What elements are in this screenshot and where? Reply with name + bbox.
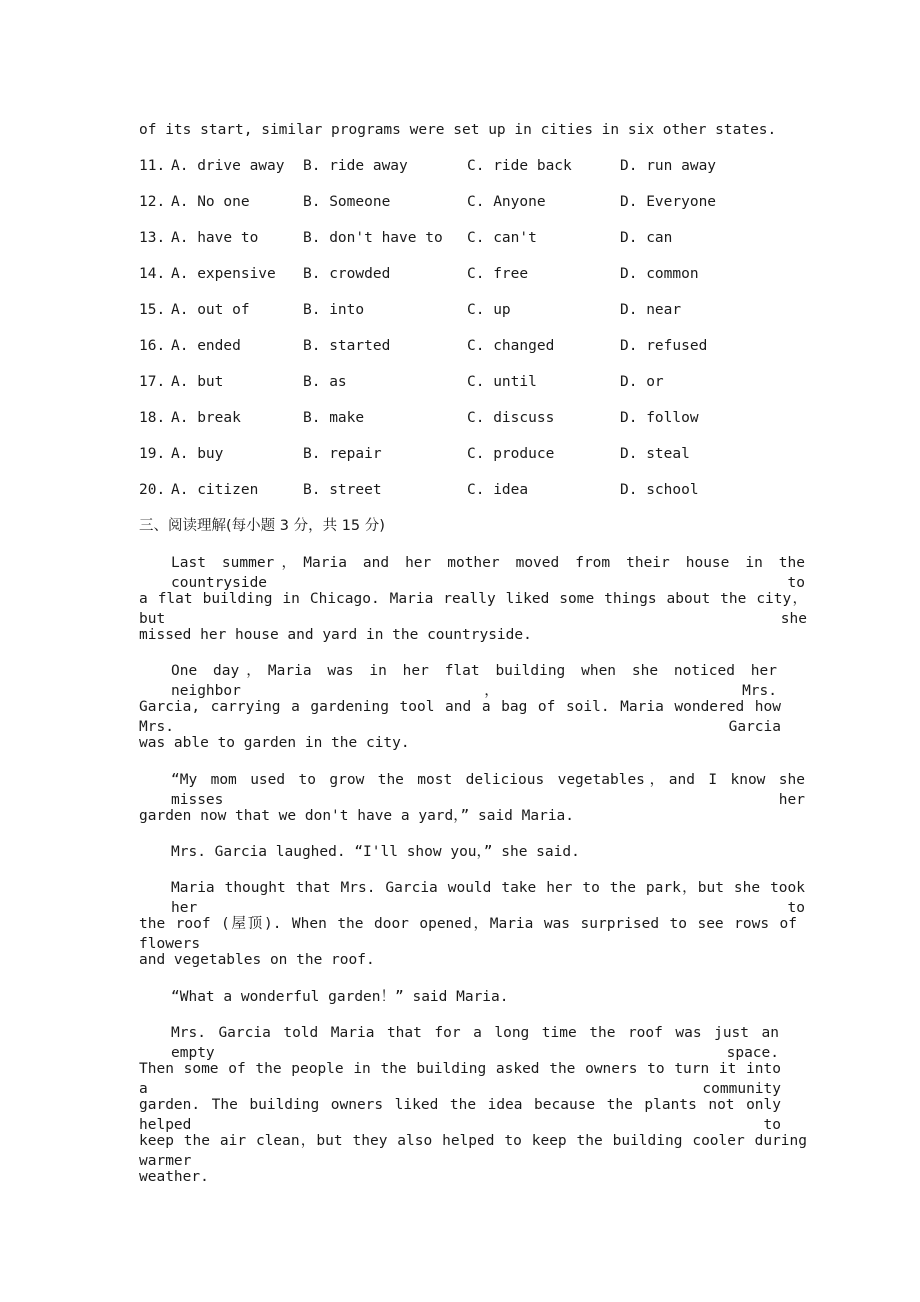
option-d: D. refused: [620, 338, 708, 354]
passage-line: Mrs. Garcia told Maria that for a long time the roof was just an empty space.: [171, 1025, 779, 1061]
option-b: B. Someone: [303, 194, 391, 210]
option-c: C. produce: [467, 446, 555, 462]
question-row: [139, 408, 819, 428]
section-title: 三、阅读理解(每小题 3 分，共 15 分): [139, 518, 385, 534]
option-b: B. repair: [303, 446, 382, 462]
option-c: C. discuss: [467, 410, 555, 426]
question-number: 16.: [139, 338, 166, 354]
question-number: 14.: [139, 266, 166, 282]
passage-line: Last summer，Maria and her mother moved from their house in the countryside to: [171, 555, 805, 591]
question-row: [139, 480, 819, 500]
option-d: D. Everyone: [620, 194, 717, 210]
option-a: A. drive away: [171, 158, 285, 174]
option-b: B. crowded: [303, 266, 391, 282]
passage-line: garden now that we don't have a yard，” said Maria.: [139, 808, 575, 824]
passage-line: One day，Maria was in her flat building when she noticed her neighbor，Mrs.: [171, 663, 777, 699]
option-d: D. near: [620, 302, 682, 318]
option-b: B. ride away: [303, 158, 408, 174]
option-a: A. have to: [171, 230, 259, 246]
option-b: B. started: [303, 338, 391, 354]
option-c: C. Anyone: [467, 194, 546, 210]
option-d: D. or: [620, 374, 664, 390]
option-b: B. don't have to: [303, 230, 443, 246]
passage-line: Mrs. Garcia laughed. “I'll show you，” she said.: [171, 844, 580, 860]
passage-line: Then some of the people in the building asked the owners to turn it into a community: [139, 1061, 781, 1097]
option-d: D. follow: [620, 410, 699, 426]
question-row: [139, 336, 819, 356]
option-a: A. No one: [171, 194, 250, 210]
question-row: [139, 300, 819, 320]
question-number: 13.: [139, 230, 166, 246]
question-number: 17.: [139, 374, 166, 390]
option-b: B. as: [303, 374, 347, 390]
option-a: A. buy: [171, 446, 224, 462]
option-b: B. make: [303, 410, 365, 426]
question-row: [139, 372, 819, 392]
option-d: D. run away: [620, 158, 717, 174]
option-d: D. steal: [620, 446, 690, 462]
passage-line: Maria thought that Mrs. Garcia would take her to the park，but she took her to: [171, 880, 805, 916]
option-a: A. but: [171, 374, 224, 390]
option-c: C. idea: [467, 482, 529, 498]
option-c: C. ride back: [467, 158, 572, 174]
question-number: 15.: [139, 302, 166, 318]
option-c: C. free: [467, 266, 529, 282]
option-c: C. until: [467, 374, 537, 390]
option-a: A. ended: [171, 338, 241, 354]
passage-line: garden. The building owners liked the idea because the plants not only helped to: [139, 1097, 781, 1133]
question-row: [139, 156, 819, 176]
option-a: A. out of: [171, 302, 250, 318]
passage-line: the roof (屋顶). When the door opened，Maria was surprised to see rows of flowers: [139, 916, 797, 952]
question-row: [139, 444, 819, 464]
option-c: C. up: [467, 302, 511, 318]
option-d: D. common: [620, 266, 699, 282]
option-c: C. changed: [467, 338, 555, 354]
option-d: D. school: [620, 482, 699, 498]
passage-line: missed her house and yard in the countryside.: [139, 627, 532, 643]
passage-line: keep the air clean，but they also helped to keep the building cooler during warmer: [139, 1133, 807, 1169]
question-number: 19.: [139, 446, 166, 462]
question-number: 12.: [139, 194, 166, 210]
option-b: B. street: [303, 482, 382, 498]
passage-line: a flat building in Chicago. Maria really liked some things about the city，but she: [139, 591, 807, 627]
intro-line: of its start, similar programs were set up in cities in six other states.: [139, 122, 777, 138]
passage-line: Garcia, carrying a gardening tool and a bag of soil. Maria wondered how Mrs. Garcia: [139, 699, 781, 735]
question-row: [139, 264, 819, 284]
option-c: C. can't: [467, 230, 537, 246]
question-number: 11.: [139, 158, 166, 174]
option-d: D. can: [620, 230, 673, 246]
question-number: 18.: [139, 410, 166, 426]
option-a: A. expensive: [171, 266, 276, 282]
question-number: 20.: [139, 482, 166, 498]
passage-line: and vegetables on the roof.: [139, 952, 375, 968]
passage-line: “What a wonderful garden！” said Maria.: [171, 989, 509, 1005]
option-a: A. citizen: [171, 482, 259, 498]
passage-line: weather.: [139, 1169, 209, 1185]
question-row: [139, 192, 819, 212]
option-a: A. break: [171, 410, 241, 426]
question-row: [139, 228, 819, 248]
passage-line: “My mom used to grow the most delicious vegetables，and I know she misses her: [171, 772, 805, 808]
option-b: B. into: [303, 302, 365, 318]
passage-line: was able to garden in the city.: [139, 735, 410, 751]
